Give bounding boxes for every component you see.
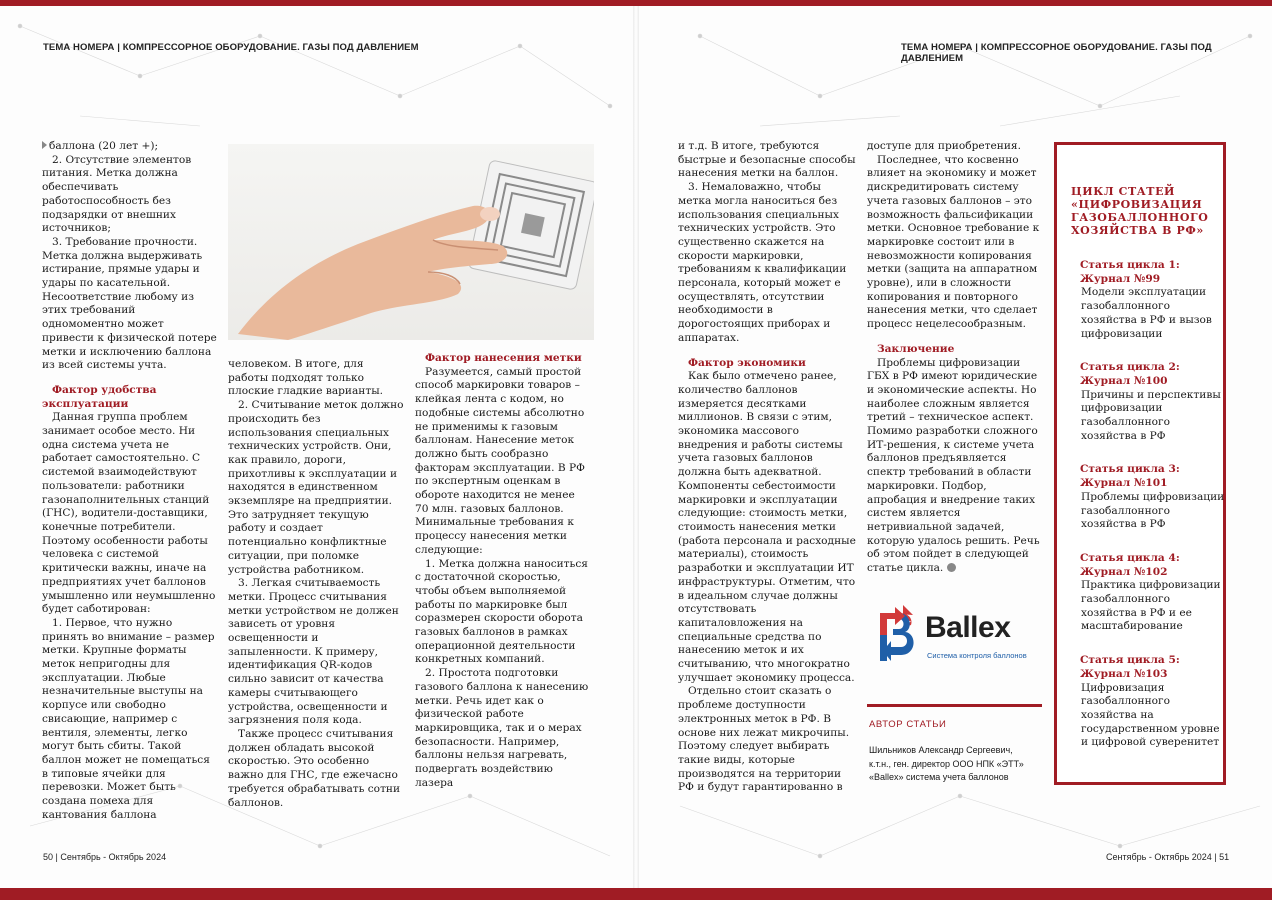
column-5	[867, 140, 1043, 576]
author-info	[869, 744, 1049, 785]
col1-p1: баллона (20 лет +);	[42, 140, 218, 154]
author-company: «Ballex» система учета баллонов	[869, 772, 1009, 782]
series-article-title: Проблемы цифровизации газобаллонного хозяйства в РФ	[1081, 490, 1225, 531]
col5-p1: доступе для приобретения.	[867, 140, 1021, 152]
col2-p1: человеком. В итоге, для работы подходят только плоские гладкие варианты.	[228, 358, 384, 398]
col2-p2: 2. Считывание меток должно происходить без использования специальных технических устройств. Они, как правило, дороги, прихотливы к эксплуатации и находятся в единственном экземпляре на предприятии. Это затрудняет текущую работу и создает потенциально конфликтные ситуации, при поломке устройства работником.	[228, 399, 404, 576]
header-left: ТЕМА НОМЕРА | КОМПРЕССОРНОЕ ОБОРУДОВАНИЕ. ГАЗЫ ПОД ДАВЛЕНИЕМ	[43, 42, 419, 53]
continuation-arrow-icon	[42, 141, 47, 149]
series-article-3	[1073, 463, 1225, 532]
col2-p4: Также процесс считывания должен обладать высокой скоростью. Это особенно важно для ГНС, где ежечасно требуется обрабатывать сотни баллонов.	[228, 727, 401, 809]
series-article-4	[1073, 552, 1225, 634]
series-article-2	[1073, 361, 1225, 443]
author-heading: АВТОР СТАТЬИ	[869, 719, 947, 730]
series-article-title: Цифровизация газобаллонного хозяйства на государственном уровне и цифровой суверенитет	[1081, 681, 1220, 749]
page-gutter	[633, 6, 639, 888]
col5-subheading: Заключение	[877, 342, 955, 355]
rfid-tag-photo	[228, 144, 594, 340]
col4-subheading: Фактор экономики	[688, 356, 806, 369]
col4-p3: Как было отмечено ранее, количество баллонов измеряется десятками миллионов. В связи с этим, экономика массового внедрения и работы системы учета газовых баллонов должна быть адекватной. Компоненты себестоимости маркировки и эксплуатации следующие: стоимость метки, стоимость нанесения метки (работа персонала и расходные материалы), стоимость разработки и эксплуатации ИТ инфраструктуры. Отметим, что в идеальном случае должны отсутствовать капиталовложения на специальные средства по нанесению меток и их считыванию, что многократно улучшает экономику процесса.	[678, 370, 856, 684]
author-position: к.т.н., ген. директор ООО НПК «ЭТТ»	[869, 758, 1024, 769]
series-article-title: Практика цифровизации газобаллонного хозяйства в РФ и ее масштабирование	[1081, 579, 1221, 633]
column-2	[228, 358, 404, 810]
col4-p2: 3. Немаловажно, чтобы метка могла наноситься без использования специальных технических устройств. Это существенно скажется на скорости маркировки, требованиям к квалификации персонала, который может е осуществлять, отсутствии необходимости в дорогостоящих приборах и аппаратах.	[678, 181, 847, 344]
series-article-heading: Статья цикла 2: Журнал №100	[1080, 361, 1180, 387]
hand-with-rfid-tag-illustration	[228, 144, 594, 340]
logo-tagline: Система контроля баллонов	[927, 651, 1027, 660]
col1-p4: Данная группа проблем занимает особое место. Ни одна система учета не работает самостоятельно. С системой взаимодействуют пользователи: работники газонаполнительных станций (ГНС), водители-доставщики, конечные потребители. Поэтому особенности работы человека с системой критически важны, иначе на предприятиях учет баллонов умышленно или неумышленно будет саботирован:	[42, 411, 216, 616]
series-article-title: Модели эксплуатации газобаллонного хозяйства в РФ и вызов цифровизации	[1081, 286, 1212, 340]
col3-p2: 1. Метка должна наноситься с достаточной скоростью, чтобы объем выполняемой работы по маркировке был соразмерен скорости оборота газовых баллонов в рамках операционной деятельности конкретных компаний.	[415, 557, 588, 666]
series-article-heading: Статья цикла 5: Журнал №103	[1080, 654, 1180, 680]
series-article-heading: Статья цикла 3: Журнал №101	[1080, 463, 1180, 490]
column-3	[415, 352, 591, 791]
series-article-heading: Статья цикла 1: Журнал №99	[1080, 259, 1180, 285]
header-right: ТЕМА НОМЕРА | КОМПРЕССОРНОЕ ОБОРУДОВАНИЕ. ГАЗЫ ПОД ДАВЛЕНИЕМ	[901, 42, 1212, 64]
col4-p1: и т.д. В итоге, требуются быстрые и безопасные способы нанесения метки на баллон.	[678, 140, 856, 180]
col2-p3: 3. Легкая считываемость метки. Процесс считывания метки устройством не должен зависеть от уровня освещенности и запыленности. К примеру, идентификация QR-кодов сильно зависит от качества камеры считывающего устройства, освещенности и загрязнения поля кода.	[228, 577, 399, 727]
series-article-heading: Статья цикла 4: Журнал №102	[1080, 551, 1180, 578]
col1-p3: 3. Требование прочности. Метка должна выдерживать истирание, прямые удары и удары по касательной. Несоответствие любому из этих требований одномоментно может привести к физической потере метки и исключению баллона из всей системы учта.	[42, 235, 217, 372]
col3-subheading: Фактор нанесения метки	[425, 352, 582, 364]
footer-left: 50 | Сентябрь - Октябрь 2024	[43, 852, 167, 862]
author-divider	[867, 704, 1042, 707]
col1-p5: 1. Первое, что нужно принять во внимание – размер метки. Крупные форматы меток непригодны для эксплуатации. Любые незначительные выступы на корпусе или свободно свисающие, например с вентиля, элементы, легко могут быть сбиты. Такой баллон может не помещаться в типовые ячейки для перевозки. Может быть создана помеха для кантования баллона	[42, 616, 215, 821]
col1-subheading: Фактор удобства эксплуатации	[42, 383, 157, 410]
bottom-accent-bar	[0, 888, 1272, 900]
author-name: Шильников Александр Сергеевич,	[869, 745, 1013, 755]
col5-p2: Последнее, что косвенно влияет на экономику и может дискредитировать систему учета газовых баллонов – это возможность фальсификации метки. Основное требование к маркировке состоит или в невозможности копирования метки (защита на аппаратном уровне), или в сложности копирования и повторного нанесения метки, что сделает процесс нецелесообразным.	[867, 153, 1040, 331]
col3-p3: 2. Простота подготовки газового баллона к нанесению метки. Речь идет как о физической работе маркировщика, так и о мерах безопасности. Например, баллоны нельзя нагревать, подвергать воздействию лазера	[415, 667, 589, 789]
col3-p1: Разумеется, самый простой способ маркировки товаров – клейкая лента с кодом, но подобные системы абсолютно не применимы к газовым баллонам. Нанесение меток должно быть сообразно факторам эксплуатации. В РФ по экспертным оценкам в обороте находится не менее 70 млн. газовых баллонов. Минимальные требования к процессу нанесения метки следующие:	[415, 365, 585, 556]
footer-right: Сентябрь - Октябрь 2024 | 51	[1106, 852, 1230, 862]
column-4	[678, 140, 856, 795]
series-article-1	[1073, 259, 1225, 341]
col4-p4: Отдельно стоит сказать о проблеме доступности электронных меток в РФ. В основе них лежат микрочипы. Поэтому следует выбирать такие виды, которые производятся на территории РФ и будут гарантированно в	[678, 685, 850, 794]
series-article-title: Причины и перспективы цифровизации газобаллонного хозяйства в РФ	[1081, 388, 1221, 442]
series-article-5	[1073, 654, 1225, 750]
ballex-logo	[877, 605, 1037, 667]
article-series-box	[1054, 142, 1226, 785]
column-1	[42, 140, 218, 822]
col5-p3: Проблемы цифровизации ГБХ в РФ имеют юридические и экономические аспекты. Но наиболее сложным является третий – техническое аспект. Помимо разработки сложного ИТ-решения, к системе учета баллонов предъявляется спектр требований в области маркировки. Подбор, апробация и внедрение таких систем является нетривиальной задачей, которую удалось решить. Речь об этом пойдет в следующей статье цикла.	[867, 356, 1040, 575]
col1-p2: 2. Отсутствие элементов питания. Метка должна обеспечивать работоспособность без подзарядки от внешних источников;	[42, 153, 192, 235]
logo-wordmark: Ballex	[925, 611, 1011, 644]
series-title: ЦИКЛ СТАТЕЙ «ЦИФРОВИЗАЦИЯ ГАЗОБАЛЛОННОГО ХОЗЯЙСТВА В РФ»	[1071, 185, 1209, 237]
end-of-article-icon	[947, 563, 956, 572]
